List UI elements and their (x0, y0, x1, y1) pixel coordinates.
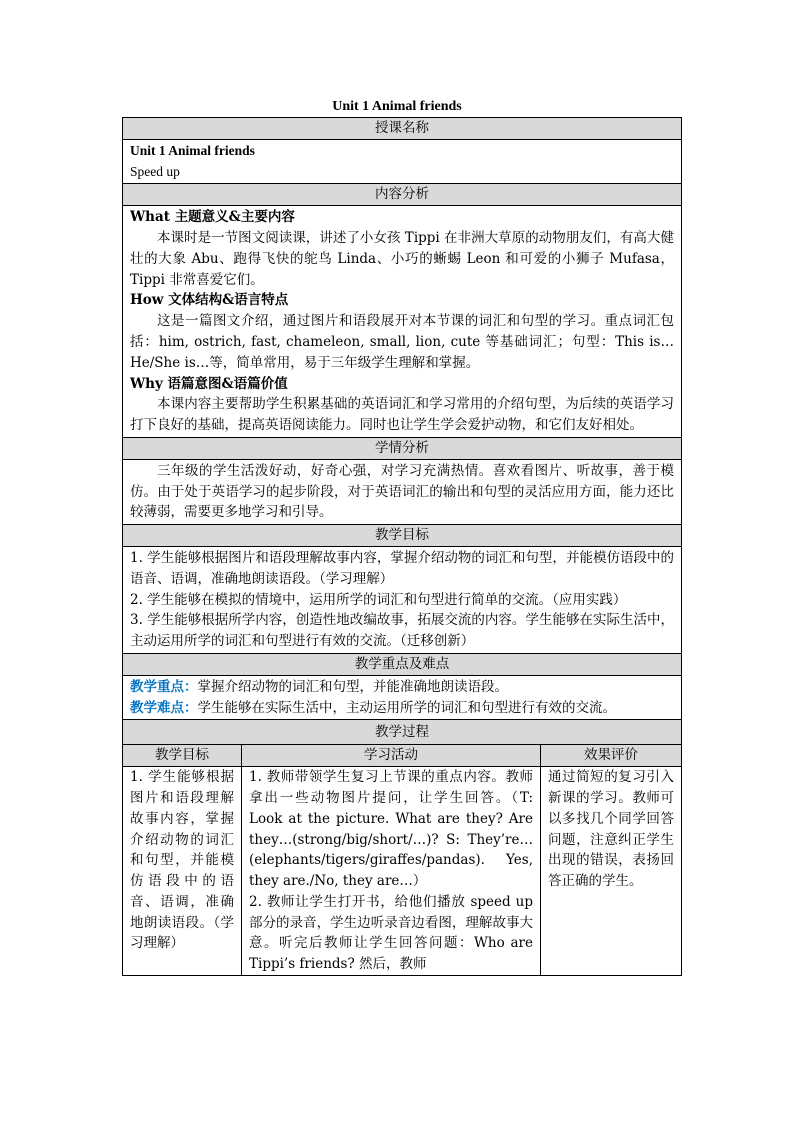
objective-item: 1. 学生能够根据图片和语段理解故事内容，掌握介绍动物的词汇和句型，并能模仿语段中的语音、语调，准确地朗读语段。（学习理解） (130, 549, 674, 587)
content-analysis-cell (123, 206, 682, 438)
section-header-row (123, 118, 682, 140)
process-eval-1: 通过简短的复习引入新课的学习。教师可以多找几个同学回答问题，注意纠正学生出现的错误，表扬回答正确的学生。 (548, 769, 674, 890)
why-body: 本课内容主要帮助学生积累基础的英语词汇和学习常用的介绍句型，为后续的英语学习打下良好的基础，提高英语阅读能力。同时也让学生学会爱护动物，和它们友好相处。 (130, 396, 674, 434)
lesson-part: Speed up (130, 163, 180, 179)
document-title: Unit 1 Animal friends (332, 99, 462, 114)
how-heading: How 文体结构&语言特点 (130, 292, 289, 309)
section-lesson-name: 授课名称 (123, 118, 682, 140)
section-student-analysis: 学情分析 (123, 437, 682, 459)
how-body: 这是一篇图文介绍，通过图片和语段展开对本节课的词汇和句型的学习。重点词汇包括：him, ostrich, fast, chameleon, small, lion, cute 等基础词汇；句型：This is… He/She is…等，简单常用，易于三年级学生理解和掌握。 (130, 313, 674, 371)
difficulty-text: 学生能够在实际生活中，主动运用所学的词汇和句型进行有效的交流。 (197, 699, 616, 716)
process-activity-cell (242, 767, 541, 976)
student-analysis-text: 三年级的学生活泼好动，好奇心强，对学习充满热情。喜欢看图片、听故事，善于模仿。由于处于英语学习的起步阶段，对于英语词汇的输出和句型的灵活应用方面，能力还比较薄弱，需要更多地学习和引导。 (130, 462, 674, 521)
process-activity-1: 1. 教师带领学生复习上节课的重点内容。教师拿出一些动物图片提问，让学生回答。（T: Look at the picture. What are they? Are they…(strong/big/short/…)? S: They’re…(elephants/tigers/giraffes/pandas). Yes, they are./No, they are…） (249, 769, 533, 890)
focus-label: 教学重点： (130, 678, 198, 695)
process-goal-cell (123, 767, 242, 976)
section-process: 教学过程 (123, 720, 682, 745)
what-heading: What 主题意义&主要内容 (130, 209, 295, 226)
col-header-eval: 效果评价 (541, 745, 682, 767)
teaching-focus (130, 677, 674, 698)
difficulty-label: 教学难点： (130, 699, 198, 716)
process-eval-cell (541, 767, 682, 976)
objectives-cell (123, 546, 682, 653)
focus-text: 掌握介绍动物的词汇和句型，并能准确地朗读语段。 (197, 678, 508, 695)
col-header-activity: 学习活动 (242, 745, 541, 767)
teaching-difficulty (130, 698, 674, 719)
key-points-cell (123, 675, 682, 720)
process-goal-1: 1. 学生能够根据图片和语段理解故事内容，掌握介绍动物的词汇和句型，并能模仿语段中的语音、语调，准确地朗读语段。（学习理解） (130, 769, 234, 952)
why-heading: Why 语篇意图&语篇价值 (130, 375, 288, 392)
lesson-plan-table (122, 117, 682, 976)
col-header-goal: 教学目标 (123, 745, 242, 767)
objective-item: 2. 学生能够在模拟的情境中，运用所学的词汇和句型进行简单的交流。（应用实践） (130, 591, 627, 608)
section-objectives: 教学目标 (123, 525, 682, 547)
objective-item: 3. 学生能够根据所学内容，创造性地改编故事，拓展交流的内容。学生能够在实际生活中，主动运用所学的词汇和句型进行有效的交流。（迁移创新） (130, 612, 674, 650)
lesson-name-cell (123, 139, 682, 184)
student-analysis-cell (123, 459, 682, 524)
lesson-unit: Unit 1 Animal friends (130, 142, 255, 158)
what-body: 本课时是一节图文阅读课，讲述了小女孩 Tippi 在非洲大草原的动物朋友们，有高大健壮的大象 Abu、跑得飞快的鸵鸟 Linda、小巧的蜥蜴 Leon 和可爱的小狮子 Mufasa，Tippi 非常喜爱它们。 (130, 229, 674, 288)
process-activity-2: 2. 教师让学生打开书，给他们播放 speed up 部分的录音，学生边听录音边看图，理解故事大意。听完后教师让学生回答问题：Who are Tippi’s friends? 然后，教师 (249, 893, 533, 973)
section-content-analysis: 内容分析 (123, 184, 682, 206)
section-key-points: 教学重点及难点 (123, 653, 682, 675)
